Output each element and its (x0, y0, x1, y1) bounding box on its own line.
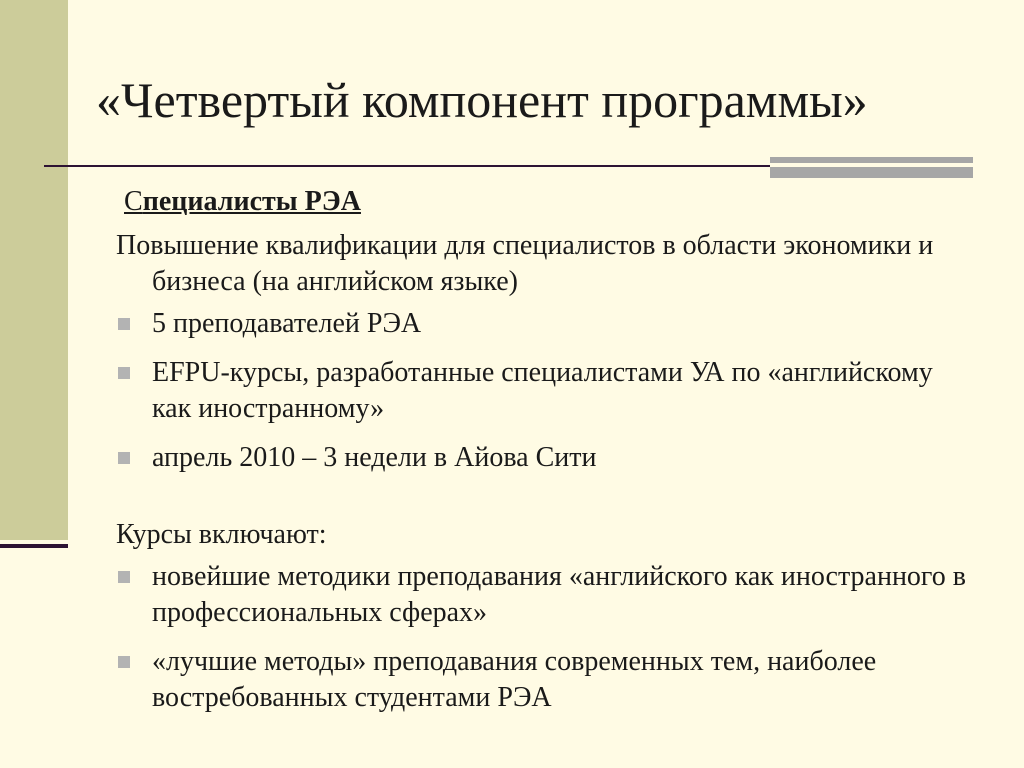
list-item-text: 5 преподавателей РЭА (152, 308, 422, 339)
subheading-rest: пециалисты РЭА (142, 186, 361, 217)
square-bullet-icon (118, 367, 130, 379)
square-bullet-icon (118, 571, 130, 583)
list-item-text: «лучшие методы» преподавания современных тем, наиболее востребованных студентами РЭА (152, 646, 877, 713)
list-item-text: новейшие методики преподавания «английского как иностранного в профессиональных сферах» (152, 561, 966, 628)
section-subheading (124, 184, 976, 220)
list-item (116, 306, 976, 342)
title-divider-grey-bar-bottom (770, 167, 973, 178)
list-item (116, 355, 976, 427)
left-decorative-band (0, 0, 68, 540)
list-item-text: EFPU-курсы, разработанные специалистами УА по «английскому как иностранному» (152, 357, 933, 424)
left-band-underline (0, 544, 68, 548)
paragraph-qualification: Повышение квалификации для специалистов в области экономики и бизнеса (на английском языке) (116, 230, 934, 297)
list-item (116, 440, 976, 476)
square-bullet-icon (118, 318, 130, 330)
paragraph-courses-include: Курсы включают: (116, 519, 327, 550)
slide-content (116, 184, 976, 729)
title-divider-grey-bar-top (770, 157, 973, 163)
bullet-list-2 (116, 559, 976, 716)
square-bullet-icon (118, 656, 130, 668)
list-item (116, 559, 976, 631)
list-item-text: апрель 2010 – 3 недели в Айова Сити (152, 442, 597, 473)
subheading-first-letter: С (124, 186, 143, 217)
square-bullet-icon (118, 452, 130, 464)
title-divider-line (44, 165, 770, 167)
slide-title: «Четвертый компонент программы» (96, 72, 868, 128)
list-item (116, 644, 976, 716)
spacer (116, 489, 976, 517)
bullet-list-1 (116, 306, 976, 476)
